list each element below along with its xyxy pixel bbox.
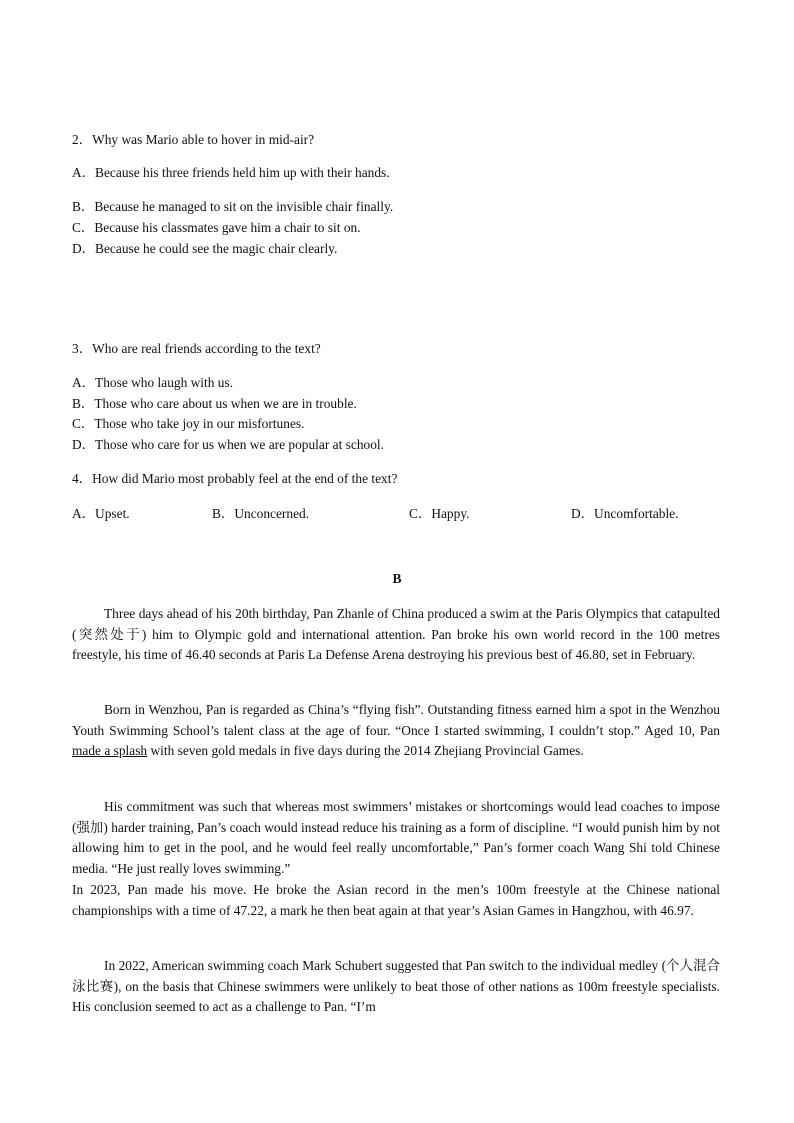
paragraph-2-before: Born in Wenzhou, Pan is regarded as China’s “flying fish”. Outstanding fitness earned him a spot in the Wenzhou Youth Swimming School’s talent class at the age of four. “Once I started swimming, I couldn’t stop.” Aged 10, Pan [72, 702, 720, 738]
question-3-stem: 3．Who are real friends according to the text? [72, 341, 321, 356]
paragraph-4 [72, 956, 720, 1018]
question-2-option-a: A．Because his three friends held him up with their hands. [72, 165, 390, 180]
paragraph-2-after: with seven gold medals in five days during the 2014 Zhejiang Provincial Games. [147, 743, 584, 759]
question-4-option-d: D．Uncomfortable. [571, 506, 679, 521]
paragraph-2 [72, 700, 720, 762]
paragraph-3-text: His commitment was such that whereas most swimmers’ mistakes or shortcomings would lead coaches to impose (强加) harder training, Pan’s coach would instead reduce his training as a form of discipline. “I would punish him by not allowing him to get in the pool, and he would feel really uncomfortable,” Pan’s former coach Wang Shi told Chinese media. “He just really loves swimming.” [72, 799, 720, 877]
question-4-stem: 4．How did Mario most probably feel at the end of the text? [72, 471, 398, 486]
paragraph-3 [72, 797, 720, 921]
paragraph-1 [72, 604, 720, 666]
question-4-option-b: B．Unconcerned. [212, 506, 310, 521]
question-3-option-a: A．Those who laugh with us. [72, 375, 234, 390]
paragraph-1-text: Three days ahead of his 20th birthday, Pan Zhanle of China produced a swim at the Paris Olympics that catapulted (突然处于) him to Olympic gold and international attention. Pan broke his own world record in the 100 metres freestyle, his time of 46.40 seconds at Paris La Defense Arena destroying his previous best of 46.80, set in February. [72, 606, 720, 663]
question-3-option-c: C．Those who take joy in our misfortunes. [72, 416, 305, 431]
section-heading: B [392, 571, 402, 586]
question-2-option-c: C．Because his classmates gave him a chair to sit on. [72, 220, 361, 235]
question-4-option-a: A．Upset. [72, 506, 130, 521]
question-4-options [72, 506, 732, 522]
paragraph-3b-text: In 2023, Pan made his move. He broke the Asian record in the men’s 100m freestyle at the Chinese national championships with a time of 47.22, a mark he then beat again at that year’s Asian Games in Hangzhou, with 46.97. [72, 881, 720, 918]
question-3-option-d: D．Those who care for us when we are popular at school. [72, 437, 384, 452]
paragraph-4-text: In 2022, American swimming coach Mark Schubert suggested that Pan switch to the individual medley (个人混合泳比赛), on the basis that Chinese swimmers were unlikely to beat those of other nations as 100m freestyle specialists. His conclusion seemed to act as a challenge to Pan. “I’m [72, 958, 720, 1015]
underlined-phrase: made a splash [72, 743, 148, 759]
question-2-option-b: B．Because he managed to sit on the invisible chair finally. [72, 199, 394, 214]
question-2-stem: 2．Why was Mario able to hover in mid-air? [72, 132, 315, 147]
paragraph-2-text [72, 700, 720, 762]
question-3-option-b: B．Those who care about us when we are in trouble. [72, 396, 357, 411]
question-4-option-c: C．Happy. [409, 506, 470, 521]
question-2-option-d: D．Because he could see the magic chair clearly. [72, 241, 338, 256]
